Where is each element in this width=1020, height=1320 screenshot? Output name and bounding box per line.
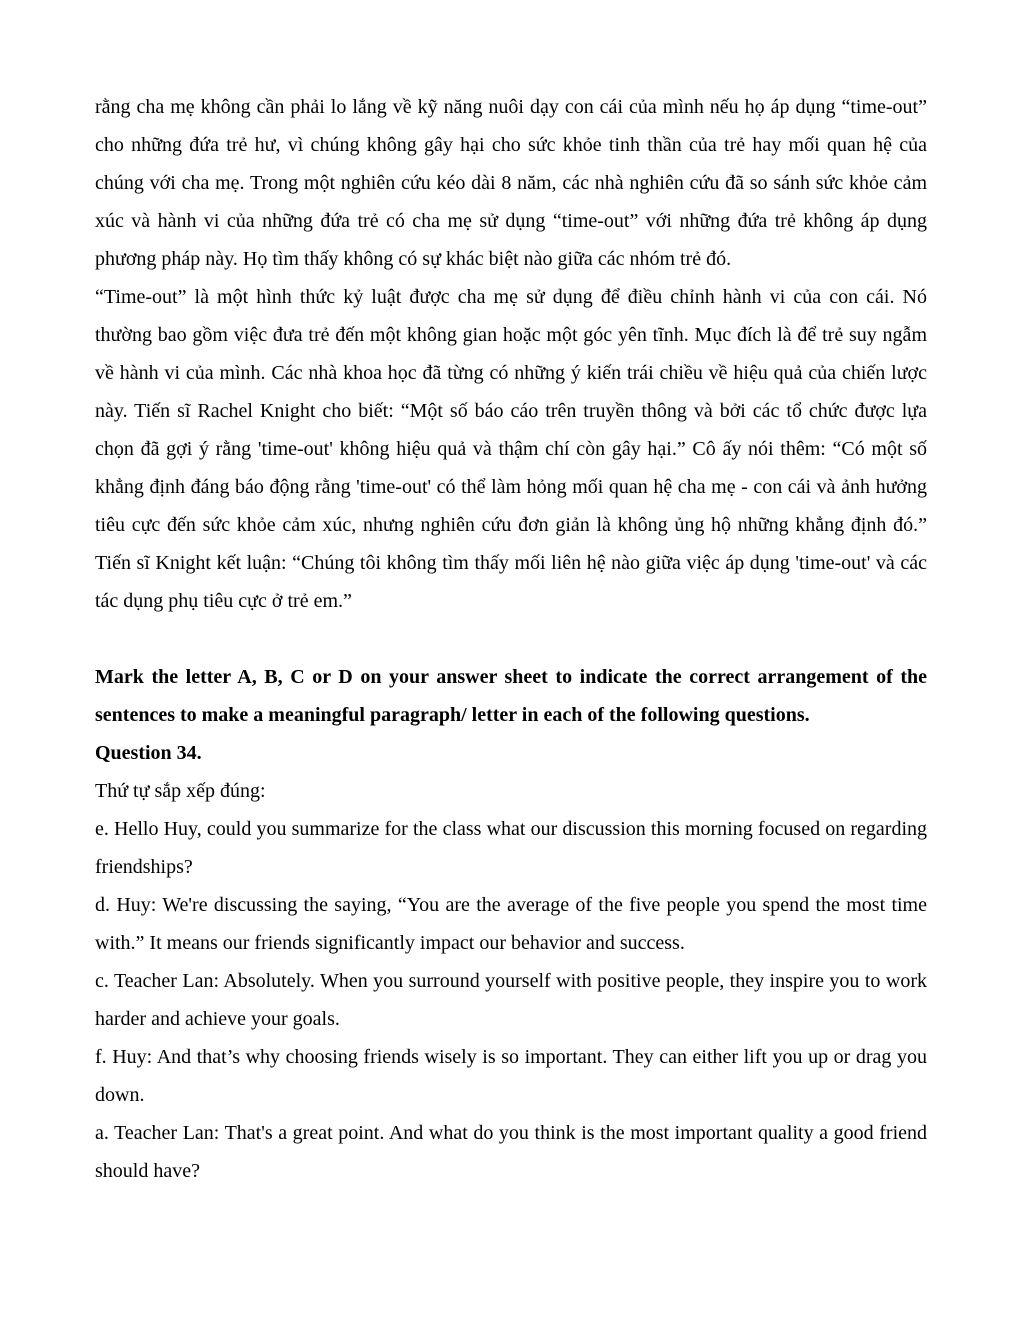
sentence-c: c. Teacher Lan: Absolutely. When you surround yourself with positive people, they inspire you to work harder and achieve your goals. [95,970,927,1030]
paragraph-timeout-part1: rằng cha mẹ không cần phải lo lắng về kỹ năng nuôi dạy con cái của mình nếu họ áp dụng “time-out” cho những đứa trẻ hư, vì chúng không gây hại cho sức khỏe tinh thần của trẻ hay mối quan hệ của chúng với cha mẹ. Trong một nghiên cứu kéo dài 8 năm, các nhà nghiên cứu đã so sánh sức khỏe cảm xúc và hành vi của những đứa trẻ có cha mẹ sử dụng “time-out” với những đứa trẻ không áp dụng phương pháp này. Họ tìm thấy không có sự khác biệt nào giữa các nhóm trẻ đó. [95,96,927,270]
instruction-text: Mark the letter A, B, C or D on your answer sheet to indicate the correct arrangement of the sentences to make a meaningful paragraph/ letter in each of the following questions. [95,666,927,726]
question-34-label: Question 34. [95,742,202,764]
sentence-d: d. Huy: We're discussing the saying, “You are the average of the five people you spend the most time with.” It means our friends significantly impact our behavior and success. [95,894,927,954]
sentence-e: e. Hello Huy, could you summarize for the class what our discussion this morning focused on regarding friendships? [95,818,927,878]
document-body [95,88,927,1190]
answer-order-label: Thứ tự sắp xếp đúng: [95,780,266,802]
sentence-a: a. Teacher Lan: That's a great point. And what do you think is the most important quality a good friend should have? [95,1122,927,1182]
sentence-f: f. Huy: And that’s why choosing friends wisely is so important. They can either lift you up or drag you down. [95,1046,927,1106]
paragraph-timeout-part2: “Time-out” là một hình thức kỷ luật được cha mẹ sử dụng để điều chỉnh hành vi của con cái. Nó thường bao gồm việc đưa trẻ đến một không gian hoặc một góc yên tĩnh. Mục đích là để trẻ suy ngẫm về hành vi của mình. Các nhà khoa học đã từng có những ý kiến trái chiều về hiệu quả của chiến lược này. Tiến sĩ Rachel Knight cho biết: “Một số báo cáo trên truyền thông và bởi các tổ chức được lựa chọn đã gợi ý rằng 'time-out' không hiệu quả và thậm chí còn gây hại.” Cô ấy nói thêm: “Có một số khẳng định đáng báo động rằng 'time-out' có thể làm hỏng mối quan hệ cha mẹ - con cái và ảnh hưởng tiêu cực đến sức khỏe cảm xúc, nhưng nghiên cứu đơn giản là không ủng hộ những khẳng định đó.” Tiến sĩ Knight kết luận: “Chúng tôi không tìm thấy mối liên hệ nào giữa việc áp dụng 'time-out' và các tác dụng phụ tiêu cực ở trẻ em.” [95,286,927,612]
